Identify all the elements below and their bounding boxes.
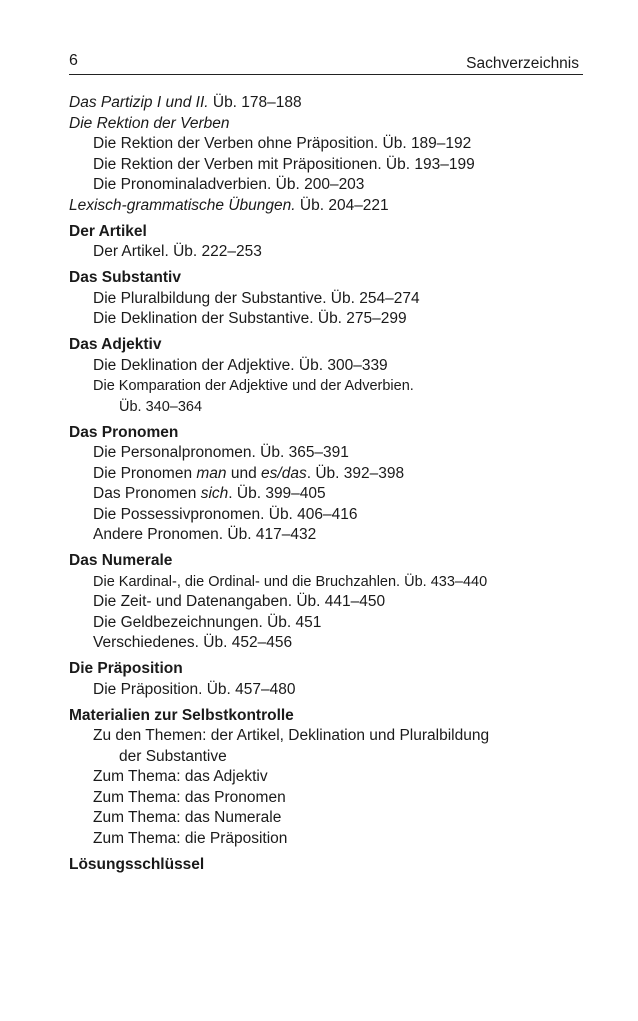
entry-themen: Zu den Themen: der Artikel, Deklination und Pluralbildung: [93, 727, 490, 744]
entry-kardinal: Die Kardinal-, die Ordinal- und die Bruchzahlen. Üb. 433–440: [93, 573, 488, 590]
entry-thema-adjektiv: Zum Thema: das Adjektiv: [93, 768, 268, 785]
section-heading-loesung: Lösungsschlüssel: [69, 855, 205, 873]
entry-partizip: [69, 93, 589, 114]
page-header: [69, 52, 583, 75]
entry-lexisch-title: Lexisch-grammatische Übungen.: [69, 196, 296, 214]
entry-geldbezeichnungen: Die Geldbezeichnungen. Üb. 451: [93, 613, 322, 631]
section-heading-praeposition: Die Präposition: [69, 660, 183, 677]
section-heading-artikel: Der Artikel: [69, 222, 147, 240]
entry-lexisch: [69, 196, 589, 217]
section-heading-numerale: Das Numerale: [69, 552, 173, 569]
entry-thema-pronomen: Zum Thema: das Pronomen: [93, 788, 286, 806]
entry-possessivpronomen: Die Possessivpronomen. Üb. 406–416: [93, 505, 358, 523]
entry-komparation-range: Üb. 340–364: [119, 398, 203, 415]
entry-pronomen-man: [69, 464, 589, 485]
entry-personalpronomen: Die Personalpronomen. Üb. 365–391: [93, 444, 349, 461]
entry-pronomen-man-word: man: [196, 464, 227, 482]
entry-pronomen-sich-word: sich: [200, 485, 229, 502]
entry-thema-praeposition: Zum Thema: die Präposition: [93, 829, 288, 847]
entry-andere-pronomen: Andere Pronomen. Üb. 417–432: [93, 526, 317, 543]
entry-partizip-range: Üb. 178–188: [208, 94, 302, 111]
entry-deklination-adjektive: Die Deklination der Adjektive. Üb. 300–339: [93, 356, 388, 374]
entry-pronomen-man-c: . Üb. 392–398: [306, 464, 405, 482]
entry-pronomen-sich-a: Das Pronomen: [93, 485, 201, 502]
page-number: 6: [69, 52, 78, 69]
entry-rektion-title: Die Rektion der Verben: [69, 114, 230, 132]
entry-pronomen-sich-b: . Üb. 399–405: [228, 485, 326, 502]
entry-pluralbildung: Die Pluralbildung der Substantive. Üb. 254–274: [93, 289, 420, 307]
entry-komparation: Die Komparation der Adjektive und der Adverbien.: [93, 378, 414, 394]
entry-rektion-mit: Die Rektion der Verben mit Präpositionen. Üb. 193–199: [93, 155, 475, 173]
entry-rektion-ohne: Die Rektion der Verben ohne Präposition. Üb. 189–192: [93, 135, 472, 152]
entry-thema-numerale: Zum Thema: das Numerale: [93, 809, 282, 826]
section-heading-substantiv: Das Substantiv: [69, 269, 181, 286]
entry-lexisch-range: Üb. 204–221: [295, 196, 389, 214]
entry-rektion-heading: [69, 114, 589, 135]
entry-praeposition: Die Präposition. Üb. 457–480: [93, 680, 296, 698]
section-heading-pronomen: Das Pronomen: [69, 423, 179, 441]
entry-partizip-title: Das Partizip I und II.: [69, 94, 209, 111]
entry-zeitangaben: Die Zeit- und Datenangaben. Üb. 441–450: [93, 593, 386, 610]
entry-pronomen-man-a: Die Pronomen: [93, 464, 197, 482]
entry-themen-cont: der Substantive: [119, 747, 227, 765]
entry-pronomen-es-word: es/das: [261, 464, 307, 482]
entry-artikel: Der Artikel. Üb. 222–253: [93, 243, 262, 260]
entry-pronomen-sich: [69, 484, 589, 505]
section-heading-adjektiv: Das Adjektiv: [69, 336, 162, 353]
entry-verschiedenes: Verschiedenes. Üb. 452–456: [93, 634, 293, 651]
entry-deklination-substantive: Die Deklination der Substantive. Üb. 275–299: [93, 310, 407, 327]
section-heading-materialien: Materialien zur Selbstkontrolle: [69, 706, 294, 724]
entry-pronomen-man-b: und: [226, 464, 262, 482]
index-content: [69, 93, 589, 875]
running-title: Sachverzeichnis: [466, 55, 579, 72]
entry-pronominaladverbien: Die Pronominaladverbien. Üb. 200–203: [93, 176, 365, 193]
